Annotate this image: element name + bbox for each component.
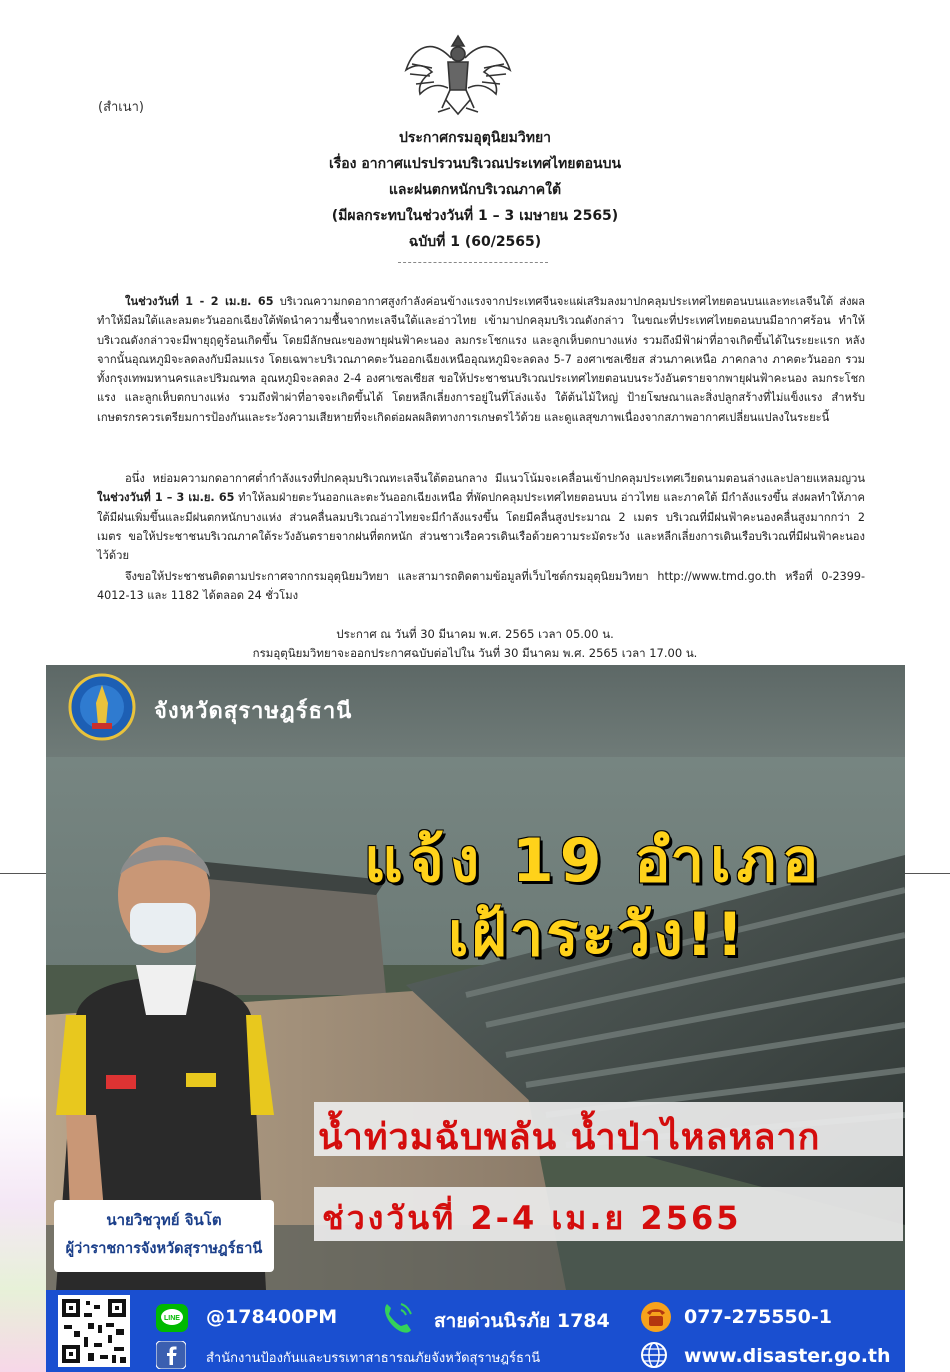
- announcement-subject-2: และฝนตกหนักบริเวณภาคใต้: [388, 182, 562, 198]
- svg-text:LINE: LINE: [164, 1315, 180, 1322]
- website-link[interactable]: www.disaster.go.th: [684, 1345, 891, 1367]
- announcement-subject: เรื่อง อากาศแปรปรวนบริเวณประเทศไทยตอนบน: [328, 156, 622, 172]
- copy-tag: (สำเนา): [98, 100, 145, 115]
- announcement-title: ประกาศกรมอุตุนิยมวิทยา: [398, 130, 552, 146]
- announcement-period: (มีผลกระทบในช่วงวันที่ 1 – 3 เมษายน 2565): [331, 208, 619, 224]
- globe-icon: [640, 1341, 668, 1369]
- telephone-icon: [640, 1301, 672, 1333]
- paragraph-2: [97, 469, 865, 565]
- qr-code-icon: [58, 1295, 130, 1367]
- province-seal-icon: [68, 673, 136, 741]
- governor-title: ผู้ว่าราชการจังหวัดสุราษฎร์ธานี: [65, 1241, 263, 1257]
- province-name: จังหวัดสุราษฎร์ธานี: [154, 699, 353, 724]
- warning-date-text: ช่วงวันที่ 2-4 เม.ย 2565: [322, 1199, 742, 1237]
- paragraph-1-text: บริเวณความกดอากาศสูงกำลังค่อนข้างแรงจากประเทศจีนจะแผ่เสริมลงมาปกคลุมประเทศไทยตอนบนและทะเลจีนใต้ ส่งผลทำให้มีลมใต้และลมตะวันออกเฉียงใต้พัดนำความชื้นจากทะเลจีนใต้และอ่าวไทย เข้ามาปกคลุมบริเวณดังกล่าว ในขณะที่ประเทศไทยตอนบนมีอากาศร้อน ทำให้บริเวณดังกล่าวจะมีพายุฤดูร้อนเกิดขึ้น โดยมีลักษณะของพายุฝนฟ้าคะนอง ลมกระโชกแรง และลูกเห็บตกบางแห่ง รวมถึงมีฟ้าผ่าที่อาจเกิดขึ้นได้ในระยะแรก หลังจากนั้นอุณหภูมิจะลดลงกับมีลมแรง โดยเฉพาะบริเวณภาคตะวันออกเฉียงเหนืออุณหภูมิจะลดลง 5-7 องศาเซลเซียส ส่วนภาคเหนือ ภาคกลาง ภาคตะวันออก รวมทั้งกรุงเทพมหานครและปริมณฑล อุณหภูมิจะลดลง 2-4 องศาเซลเซียส ขอให้ประชาชนบริเวณประเทศไทยตอนบนระวังอันตรายจากพายุฝนฟ้าคะนอง ลมกระโชกแรง และลูกเห็บตกบางแห่ง รวมถึงฟ้าผ่าที่อาจจะเกิดขึ้นได้ โดยหลีกเลี่ยงการอยู่ในที่โล่งแจ้ง ใต้ต้นไม้ใหญ่ ป้ายโฆษณาและสิ่งปลูกสร้างที่ไม่แข็งแรง สำหรับเกษตรกรควรเตรียมการป้องกันและระวังความเสียหายที่จะเกิดต่อผลผลิตทางการเกษตรไว้ด้วย และดูแลสุขภาพเนื่องจากสภาพอากาศเปลี่ยนแปลงในระยะนี้: [97, 295, 865, 424]
- paragraph-2-text: ทำให้ลมฝ่ายตะวันออกและตะวันออกเฉียงเหนือ ที่พัดปกคลุมประเทศไทยตอนบน อ่าวไทย และภาคใต้ มีกำลังแรงขึ้น ส่งผลทำให้ภาคใต้มีฝนเพิ่มขึ้นและมีฝนตกหนักบางแห่ง ส่วนคลื่นลมบริเวณอ่าวไทยจะมีกำลังแรงขึ้น โดยมีคลื่นสูงประมาณ 2 เมตร บริเวณที่มีฝนฟ้าคะนองคลื่นสูงมากกว่า 2 เมตร ขอให้ประชาชนบริเวณภาคใต้ระวังอันตรายจากฝนที่ตกหนัก ส่วนชาวเรือควรเดินเรือด้วยความระมัดระวัง และหลีกเลี่ยงการเดินเรือบริเวณที่มีฝนฟ้าคะนองไว้ด้วย: [97, 491, 865, 563]
- line-icon: [156, 1304, 188, 1332]
- paragraph-2-pre: อนึ่ง หย่อมความกดอากาศต่ำกำลังแรงที่ปกคลุมบริเวณทะเลจีนใต้ตอนกลาง มีแนวโน้มจะเคลื่อนเข้าปกคลุมประเทศเวียดนามตอนล่างและปลายแหลมญวน: [125, 472, 865, 485]
- paragraph-2-lead: ในช่วงวันที่ 1 – 3 เม.ย. 65: [97, 491, 235, 505]
- announce-date: ประกาศ ณ วันที่ 30 มีนาคม พ.ศ. 2565 เวลา 05.00 น.: [336, 627, 614, 641]
- paragraph-1: [97, 292, 865, 427]
- poster-title-line1: แจ้ง 19 อำเภอ: [364, 826, 825, 896]
- office-phone: 077-275550-1: [684, 1306, 832, 1328]
- paragraph-3: [97, 567, 865, 606]
- separator-line: [398, 262, 548, 263]
- phone-call-icon: [379, 1298, 417, 1336]
- paragraph-3-text: จึงขอให้ประชาชนติดตามประกาศจากกรมอุตุนิยมวิทยา และสามารถติดตามข้อมูลที่เว็บไซต์กรมอุตุนิยมวิทยา http://www.tmd.go.th หรือที่ 0-2399-4012-13 และ 1182 ได้ตลอด 24 ชั่วโมง: [97, 570, 865, 603]
- facebook-icon: [156, 1341, 186, 1369]
- warning-poster: [46, 665, 905, 1372]
- side-decoration: [0, 1095, 46, 1372]
- line-id: @178400PM: [206, 1306, 338, 1328]
- garuda-emblem-icon: [402, 28, 514, 120]
- governor-name: นายวิชวุทย์ จินโต: [106, 1211, 222, 1229]
- next-announcement: กรมอุตุนิยมวิทยาจะออกประกาศฉบับต่อไปใน วันที่ 30 มีนาคม พ.ศ. 2565 เวลา 17.00 น.: [252, 646, 698, 660]
- flood-warning-text: น้ำท่วมฉับพลัน น้ำป่าไหลหลาก: [318, 1117, 821, 1158]
- divider-left: [0, 873, 46, 874]
- paragraph-1-lead: ในช่วงวันที่ 1 - 2 เม.ย. 65: [125, 295, 274, 308]
- facebook-page: สำนักงานป้องกันและบรรเทาสาธารณภัยจังหวัดสุราษฎร์ธานี: [206, 1351, 541, 1366]
- hotline-text: สายด่วนนิรภัย 1784: [434, 1310, 610, 1332]
- announcement-document: [0, 0, 950, 665]
- divider-right: [905, 873, 950, 874]
- announcement-number: ฉบับที่ 1 (60/2565): [408, 234, 542, 250]
- poster-title-line2: เฝ้าระวัง!!: [448, 900, 747, 970]
